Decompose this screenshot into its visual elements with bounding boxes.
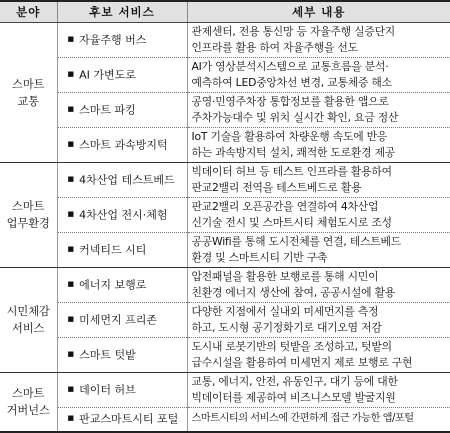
detail-line: 빅데이터를 제공하여 비즈니스모델 발굴지원 bbox=[191, 391, 396, 404]
service-cell bbox=[57, 58, 187, 93]
square-bullet-icon: ■ bbox=[67, 279, 75, 288]
service-cell bbox=[57, 408, 187, 432]
table-row bbox=[0, 373, 450, 408]
square-bullet-icon: ■ bbox=[67, 349, 75, 358]
detail-line: 급수시설을 활용하여 미세먼지 제로 보행로 구현 bbox=[191, 356, 413, 369]
detail-cell bbox=[187, 268, 450, 303]
header-service: 후보 서비스 bbox=[57, 1, 187, 23]
category-cell bbox=[0, 268, 57, 373]
detail-cell bbox=[187, 233, 450, 268]
detail-line: 스마트시티의 서비스에 간편하게 접근 가능한 앱/포털 bbox=[191, 413, 414, 424]
category-cell bbox=[0, 23, 57, 163]
square-bullet-icon: ■ bbox=[67, 314, 75, 323]
service-name: 4차산업 테스트베드 bbox=[79, 172, 175, 186]
detail-line: 하고, 도시형 공기정화기로 대기오염 저감 bbox=[191, 321, 382, 334]
square-bullet-icon: ■ bbox=[67, 104, 75, 113]
service-cell bbox=[57, 373, 187, 408]
square-bullet-icon: ■ bbox=[67, 69, 75, 78]
table-row bbox=[0, 233, 450, 268]
category-line: 업무환경 bbox=[6, 217, 50, 230]
category-line: 교통 bbox=[17, 94, 40, 108]
table-row bbox=[0, 198, 450, 233]
table-row bbox=[0, 338, 450, 373]
square-bullet-icon: ■ bbox=[67, 174, 75, 183]
table-row bbox=[0, 163, 450, 198]
service-name: 자율주행 버스 bbox=[79, 32, 147, 46]
category-line: 시민체감 bbox=[6, 305, 50, 318]
category-cell bbox=[0, 373, 57, 432]
service-name: 스마트 과속방지턱 bbox=[79, 137, 168, 151]
table-row bbox=[0, 303, 450, 338]
service-cell bbox=[57, 198, 187, 233]
category-line: 스마트 bbox=[12, 386, 45, 400]
service-name: 에너지 보행로 bbox=[79, 277, 147, 291]
detail-line: 관제센터, 전용 통신망 등 자율주행 실증단지 bbox=[191, 24, 396, 38]
service-name: 미세먼지 프리존 bbox=[79, 312, 158, 326]
table-row bbox=[0, 58, 450, 93]
category-cell bbox=[0, 163, 57, 268]
service-cell bbox=[57, 233, 187, 268]
square-bullet-icon: ■ bbox=[67, 384, 75, 393]
detail-line: IoT 기술을 활용하여 차량운행 속도에 반응 bbox=[191, 129, 388, 143]
detail-cell bbox=[187, 408, 450, 432]
detail-line: 판교2밸리 전역을 테스트베드로 활용 bbox=[191, 181, 362, 194]
table-row bbox=[0, 93, 450, 128]
service-name: AI 가변도로 bbox=[79, 67, 136, 81]
detail-line: 친환경 에너지 생산에 참여, 공공시설에 활용 bbox=[191, 286, 396, 299]
service-name: 커넥티드 시티 bbox=[79, 242, 147, 256]
table-row bbox=[0, 268, 450, 303]
detail-cell bbox=[187, 128, 450, 163]
service-name: 스마트 파킹 bbox=[79, 102, 136, 116]
table-row bbox=[0, 408, 450, 432]
detail-line: AI가 영상분석시스템으로 교통흐름을 분석· bbox=[191, 59, 389, 73]
square-bullet-icon: ■ bbox=[67, 209, 75, 218]
detail-cell bbox=[187, 338, 450, 373]
detail-line: 인프라를 활용 하여 자율주행을 선도 bbox=[191, 41, 358, 54]
detail-cell bbox=[187, 373, 450, 408]
service-cell bbox=[57, 23, 187, 58]
detail-line: 압전패널을 활용한 보행로를 통해 시민이 bbox=[191, 269, 379, 283]
service-name: 데이터 허브 bbox=[79, 382, 136, 396]
detail-cell bbox=[187, 198, 450, 233]
detail-line: 공영·민영주차장 통합정보를 활용한 앱으로 bbox=[191, 94, 389, 108]
detail-line: 판교2밸리 오픈공간을 연결하여 4차산업 bbox=[191, 199, 379, 213]
service-name: 4차산업 전시·체험 bbox=[79, 207, 168, 221]
service-name: 스마트 텃밭 bbox=[79, 347, 136, 361]
category-line: 서비스 bbox=[12, 322, 45, 335]
detail-cell bbox=[187, 58, 450, 93]
table-row bbox=[0, 128, 450, 163]
square-bullet-icon: ■ bbox=[67, 244, 75, 253]
detail-cell bbox=[187, 93, 450, 128]
detail-line: 환경 및 스마트시티 기반 구축 bbox=[191, 251, 328, 264]
service-name: 판교스마트시티 포털 bbox=[79, 412, 179, 426]
detail-line: 교통, 에너지, 안전, 유동인구, 대기 등에 대한 bbox=[191, 374, 398, 388]
detail-line: 신기술 전시 및 스마트시티 체험도시로 조성 bbox=[191, 216, 392, 229]
detail-cell bbox=[187, 303, 450, 338]
category-line: 스마트 bbox=[12, 77, 45, 91]
detail-line: 예측하여 LED중앙차선 변경, 교통체증 해소 bbox=[191, 76, 392, 89]
service-cell bbox=[57, 93, 187, 128]
service-cell bbox=[57, 303, 187, 338]
detail-line: 빅데이터 허브 등 테스트 인프라를 활용하여 bbox=[191, 164, 392, 178]
category-line: 스마트 bbox=[12, 200, 45, 213]
detail-line: 주차가능대수 및 위치 실시간 확인, 요금 정산 bbox=[191, 111, 399, 124]
service-cell bbox=[57, 128, 187, 163]
header-category: 분야 bbox=[0, 1, 57, 23]
square-bullet-icon: ■ bbox=[67, 413, 75, 422]
service-cell bbox=[57, 268, 187, 303]
header-detail: 세부 내용 bbox=[187, 1, 450, 23]
square-bullet-icon: ■ bbox=[67, 139, 75, 148]
square-bullet-icon: ■ bbox=[67, 34, 75, 43]
detail-line: 하는 과속방지턱 설치, 쾌적한 도로환경 제공 bbox=[191, 146, 396, 159]
detail-cell bbox=[187, 23, 450, 58]
table-row bbox=[0, 23, 450, 58]
service-cell bbox=[57, 163, 187, 198]
detail-line: 도시내 로봇기반의 텃밭을 조성하고, 텃밭의 bbox=[191, 339, 392, 353]
detail-line: 다양한 지점에서 실내외 미세먼지를 측정 bbox=[191, 304, 379, 318]
category-line: 거버넌스 bbox=[6, 403, 50, 417]
service-cell bbox=[57, 338, 187, 373]
detail-cell bbox=[187, 163, 450, 198]
header-row bbox=[0, 1, 450, 23]
detail-line: 공공Wifi를 통해 도시전체를 연결, 테스트베드 bbox=[191, 234, 402, 248]
